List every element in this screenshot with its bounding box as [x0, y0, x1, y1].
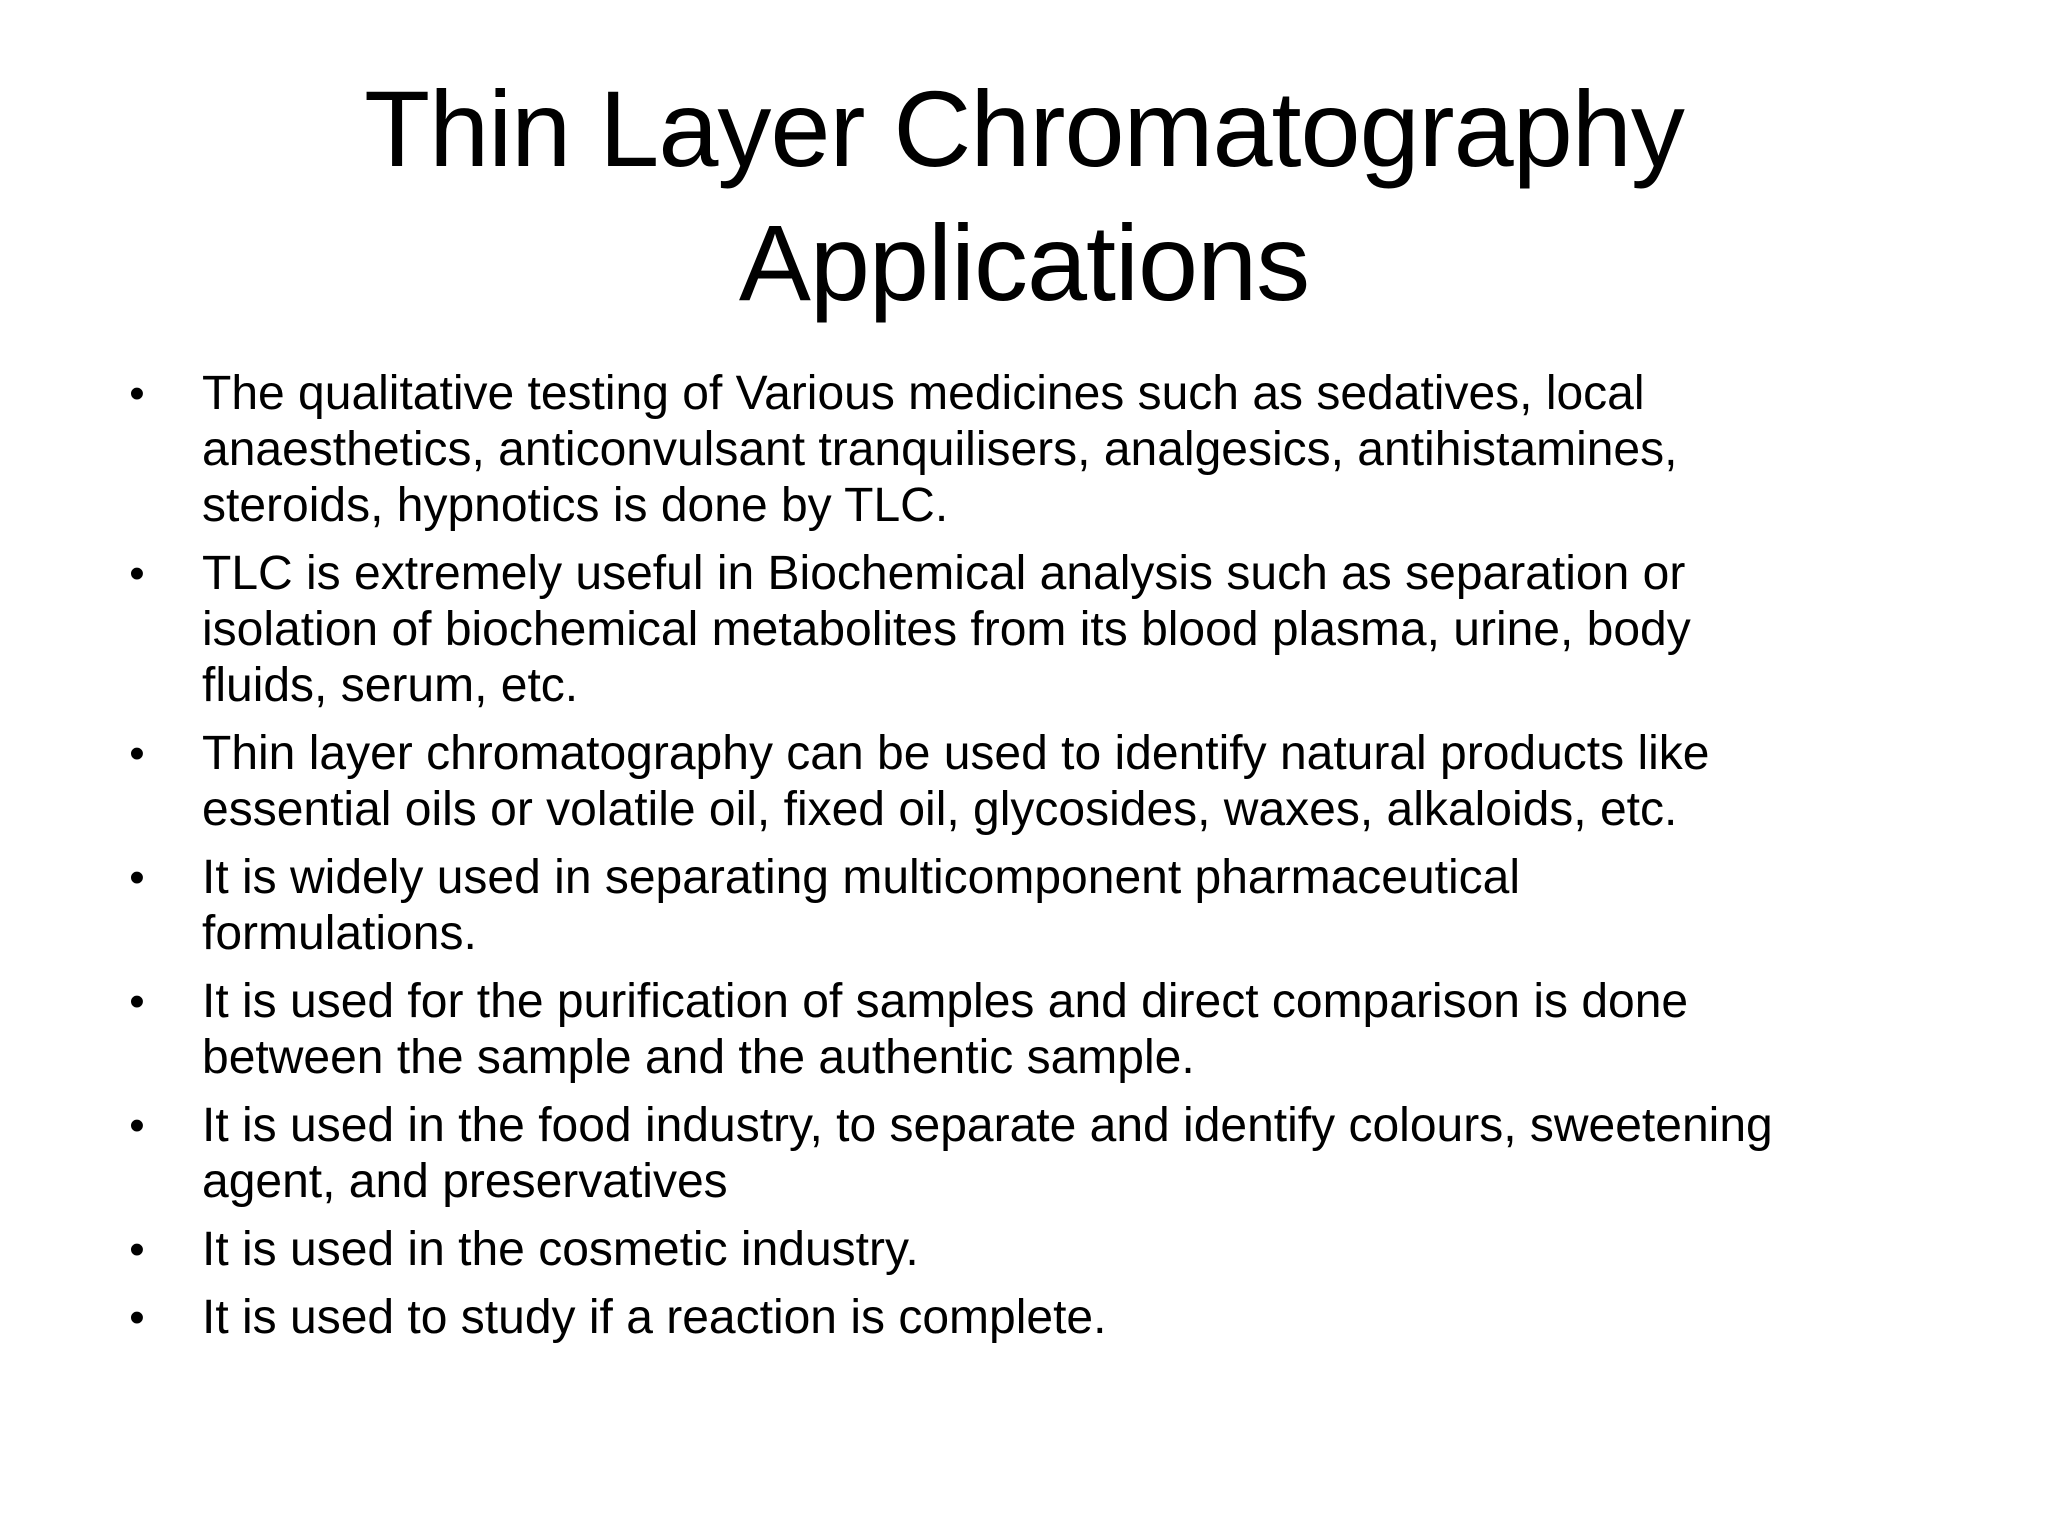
bullet-text: It is widely used in separating multicomponent pharmaceutical formulations. [202, 851, 1521, 960]
bullet-item [122, 366, 1982, 534]
bullet-text: It is used for the purification of samples and direct comparison is done between the sample and the authentic sample. [202, 975, 1689, 1084]
bullet-icon: • [129, 369, 145, 418]
bullet-text: It is used in the cosmetic industry. [202, 1223, 919, 1276]
bullet-icon: • [129, 1225, 145, 1274]
bullet-item [122, 1222, 1982, 1278]
bullet-item [122, 1290, 1982, 1346]
bullet-icon: • [129, 729, 145, 778]
bullet-text: It is used to study if a reaction is complete. [202, 1291, 1107, 1344]
bullet-text: It is used in the food industry, to separate and identify colours, sweetening agent, and preservatives [202, 1099, 1773, 1208]
slide-title-line-2: Applications [738, 202, 1310, 323]
bullet-icon: • [129, 1293, 145, 1342]
bullet-text: Thin layer chromatography can be used to identify natural products like essential oils or volatile oil, fixed oil, glycosides, waxes, alkaloids, etc. [202, 727, 1710, 836]
bullet-item [122, 974, 1982, 1086]
bullet-list [122, 366, 1982, 1358]
slide-title [0, 62, 2048, 330]
bullet-text: TLC is extremely useful in Biochemical analysis such as separation or isolation of biochemical metabolites from its blood plasma, urine, body fluids, serum, etc. [202, 547, 1691, 712]
bullet-item [122, 850, 1982, 962]
slide-title-line-1: Thin Layer Chromatography [364, 68, 1684, 189]
bullet-icon: • [129, 1101, 145, 1150]
bullet-item [122, 546, 1982, 714]
bullet-item [122, 1098, 1982, 1210]
bullet-icon: • [129, 549, 145, 598]
bullet-item [122, 726, 1982, 838]
bullet-icon: • [129, 853, 145, 902]
bullet-text: The qualitative testing of Various medicines such as sedatives, local anaesthetics, anticonvulsant tranquilisers, analgesics, antihistamines, steroids, hypnotics is done by TLC. [202, 367, 1678, 532]
bullet-icon: • [129, 977, 145, 1026]
